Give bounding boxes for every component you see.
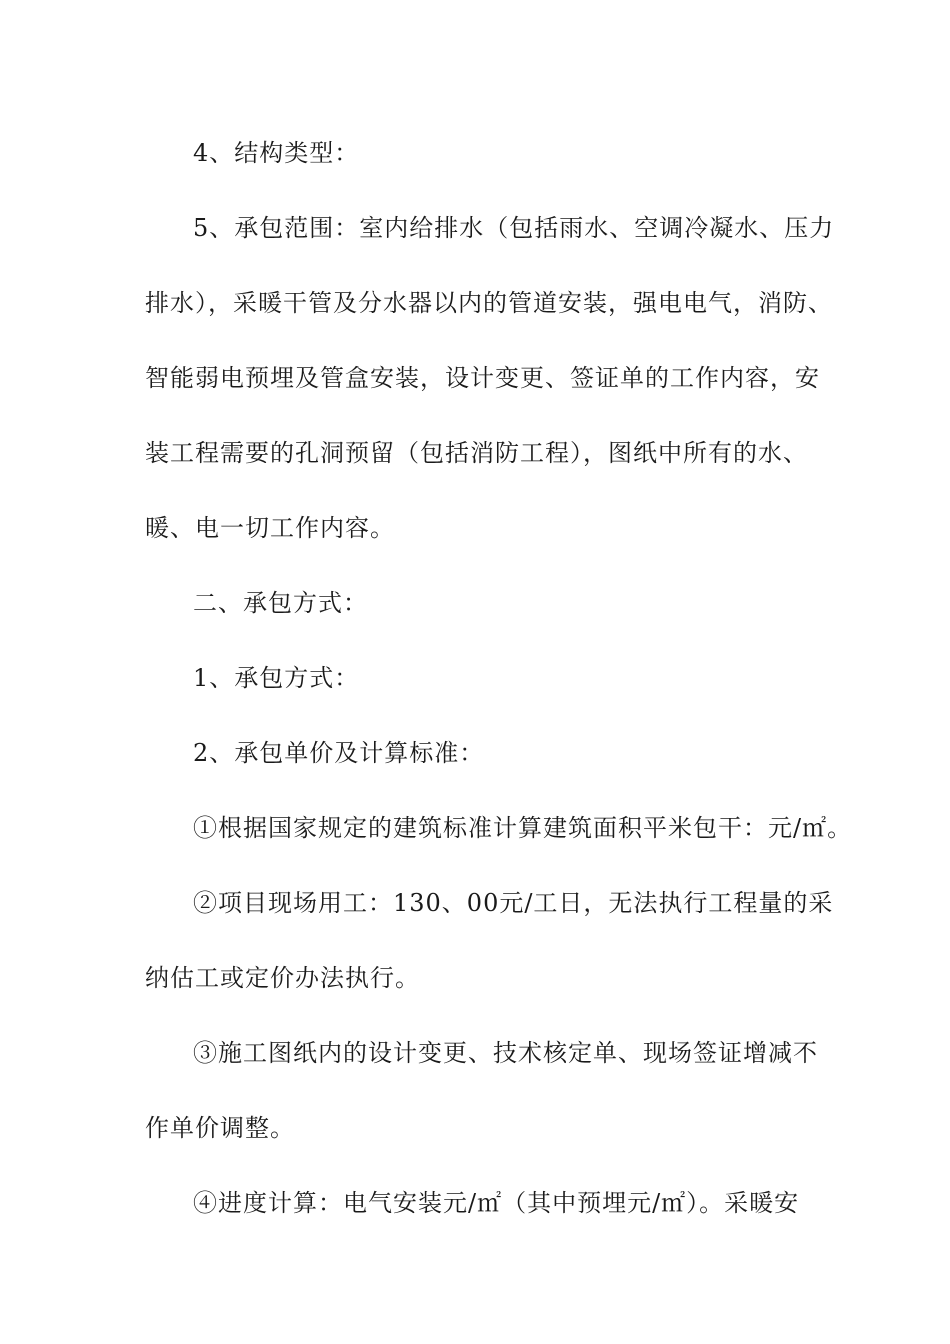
list-item-2-line-1: ②项目现场用工：130、00元/工日，无法执行工程量的采 — [193, 889, 834, 917]
list-item-4-line-1: ④进度计算：电气安装元/㎡（其中预埋元/㎡）。采暖安 — [193, 1189, 800, 1217]
paragraph-contract-scope-line-1: 5、承包范围：室内给排水（包括雨水、空调冷凝水、压力 — [193, 214, 835, 242]
section-heading-contract-method: 二、承包方式： — [193, 589, 368, 617]
paragraph-structure-type: 4、结构类型： — [193, 139, 360, 167]
paragraph-contract-scope-line-2: 排水），采暖干管及分水器以内的管道安装，强电电气，消防、 — [145, 289, 833, 317]
paragraph-contract-scope-line-5: 暖、电一切工作内容。 — [145, 514, 395, 542]
paragraph-unit-price-standard: 2、承包单价及计算标准： — [193, 739, 485, 767]
document-body — [145, 129, 853, 1254]
paragraph-contract-scope-line-4: 装工程需要的孔洞预留（包括消防工程），图纸中所有的水、 — [145, 439, 808, 467]
list-item-3-line-1: ③施工图纸内的设计变更、技术核定单、现场签证增减不 — [193, 1039, 818, 1067]
list-item-1: ①根据国家规定的建筑标准计算建筑面积平米包干：元/㎡。 — [193, 814, 853, 842]
paragraph-contract-scope-line-3: 智能弱电预埋及管盒安装，设计变更、签证单的工作内容，安 — [145, 364, 820, 392]
paragraph-contract-method: 1、承包方式： — [193, 664, 360, 692]
list-item-3-line-2: 作单价调整。 — [145, 1114, 295, 1142]
list-item-2-line-2: 纳估工或定价办法执行。 — [145, 964, 420, 992]
